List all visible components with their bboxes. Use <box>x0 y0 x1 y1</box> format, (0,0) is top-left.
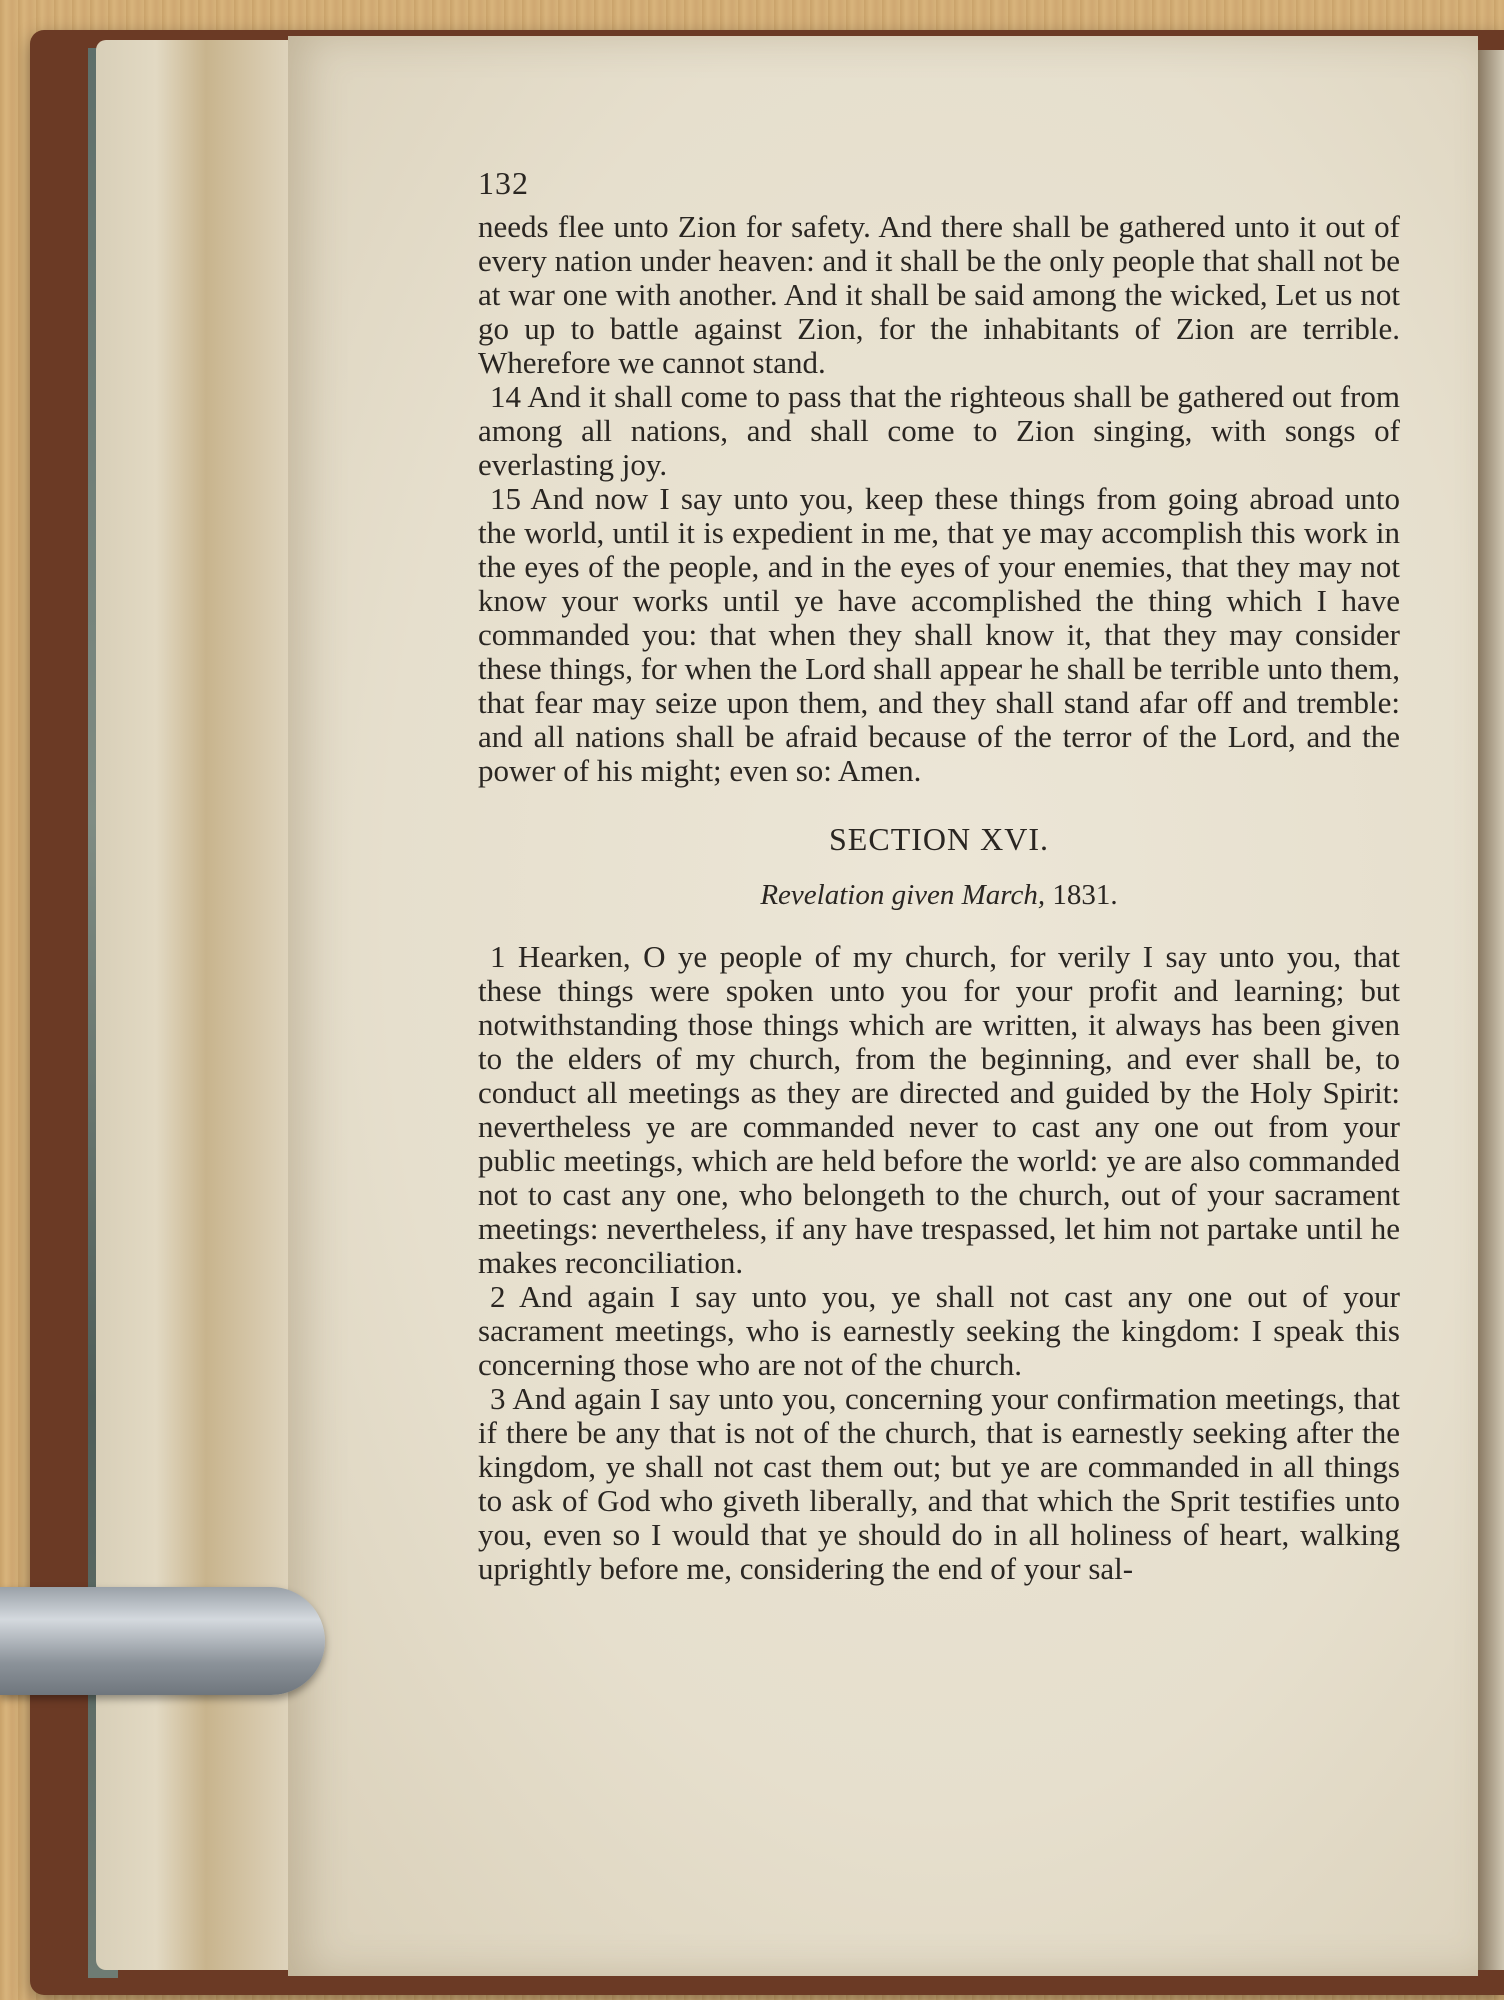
verse-15: 15 And now I say unto you, keep these things from going abroad unto the world, until it is expedient in me, that ye may accomplish this work in the eyes of the people, and in the eyes of your enemies, that they may not know your works until ye have accomplished the thing which I have commanded you: that when they shall know it, that they may consider these things, for when the Lord shall appear he shall be terrible unto them, that fear may seize upon them, and they shall stand afar off and tremble: and all nations shall be afraid because of the terror of the Lord, and the power of his might; even so: Amen. <box>478 481 1400 788</box>
verse-2: 2 And again I say unto you, ye shall not cast any one out of your sacrament meetings, who is earnestly seeking the kingdom: I speak this concerning those who are not of the church. <box>478 1279 1400 1382</box>
page-number: 132 <box>478 165 529 201</box>
verse-14: 14 And it shall come to pass that the righteous shall be gathered out from among all nations, and shall come to Zion singing, with songs of everlasting joy. <box>478 379 1400 482</box>
section-title: SECTION XVI. <box>829 821 1049 857</box>
book-page <box>288 36 1478 1976</box>
page-text <box>478 166 1400 1586</box>
facing-page-edge <box>1478 50 1504 1970</box>
verse-3: 3 And again I say unto you, concerning your confirmation meetings, that if there be any that is not of the church, that is earnestly seeking after the kingdom, ye shall not cast them out; but ye are commanded in all things to ask of God who giveth liberally, and that which the Sprit testifies unto you, even so I would that ye should do in all holiness of heart, walking uprightly before me, considering the end of your sal- <box>478 1381 1400 1586</box>
section-subtitle <box>478 878 1400 912</box>
paragraph-continued: needs flee unto Zion for safety. And there shall be gathered unto it out of every nation under heaven: and it shall be the only people that shall not be at war one with another. And it shall be said among the wicked, Let us not go up to battle against Zion, for the inhabitants of Zion are terrible. Wherefore we cannot stand. <box>478 209 1400 380</box>
verse-1: 1 Hearken, O ye people of my church, for verily I say unto you, that these things were spoken unto you for your profit and learning; but notwithstanding those things which are written, it always has been given to the elders of my church, from the beginning, and ever shall be, to conduct all meetings as they are directed and guided by the Holy Spirit: nevertheless ye are commanded never to cast any one out from your public meetings, which are held before the world: ye are also commanded not to cast any one, who belongeth to the church, out of your sacrament meetings: nevertheless, if any have trespassed, let him not partake until he makes reconciliation. <box>478 939 1400 1280</box>
section-subtitle-text: Revelation given March, <box>760 879 1046 911</box>
section-subtitle-year: 1831. <box>1052 879 1118 911</box>
metal-page-holder <box>0 1587 325 1695</box>
